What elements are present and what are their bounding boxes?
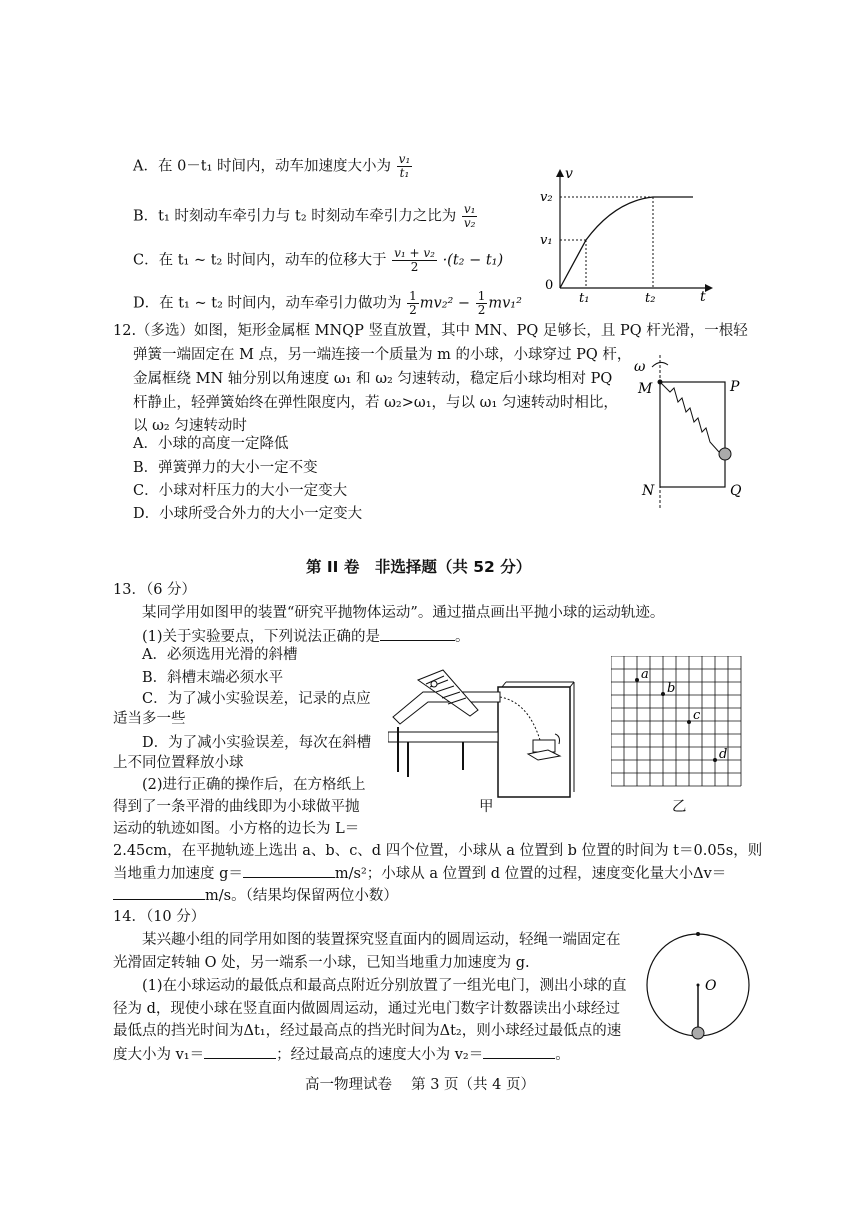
svg-text:ω: ω — [634, 359, 646, 375]
spring — [660, 382, 719, 452]
q13-option-a: A．必须选用光滑的斜槽 — [142, 647, 298, 663]
q11-option-d-text: D．在 t₁ ~ t₂ 时间内，动车牵引力做功为 — [133, 295, 402, 312]
svg-text:t: t — [700, 289, 706, 305]
q13-part2: (2)进行正确的操作后，在方格纸上 — [142, 777, 366, 793]
q12-line: 金属框绕 MN 轴分别以角速度 ω₁ 和 ω₂ 匀速转动，稳定后小球均相对 PQ — [133, 371, 613, 387]
label-jia: 甲 — [479, 799, 494, 815]
svg-text:b: b — [667, 681, 676, 696]
svg-text:M: M — [638, 381, 653, 397]
svg-text:d: d — [719, 747, 728, 762]
q11-option-b-text: B．t₁ 时刻动车牵引力与 t₂ 时刻动车牵引力之比为 — [133, 208, 457, 225]
q14-line: 光滑固定转轴 O 处，另一端系一小球，已知当地重力加速度为 g. — [113, 955, 530, 971]
q12-option-c: C．小球对杆压力的大小一定变大 — [133, 483, 348, 499]
circular-motion-figure — [645, 928, 755, 1043]
metal-frame — [660, 382, 725, 487]
q12-option-b: B．弹簧弹力的大小一定不变 — [133, 460, 318, 476]
q11-option-a-text: A．在 0－t₁ 时间内，动车加速度大小为 — [133, 158, 392, 175]
q13-option-d: 上不同位置释放小球 — [113, 755, 244, 771]
velocity-curve — [560, 197, 693, 288]
q12-line: 弹簧一端固定在 M 点，另一端连接一个质量为 m 的小球，小球穿过 PQ 杆， — [133, 347, 632, 363]
svg-text:v₂: v₂ — [540, 190, 553, 205]
q11-option-b — [133, 203, 478, 230]
q11-option-d: D．在 t₁ ~ t₂ 时间内，动车牵引力做功为 $\frac{1}{2}$ mv₂² − $\frac{1}{2}$ mv₁² — [133, 289, 522, 317]
q13-part2: 得到了一条平滑的曲线即为小球做平抛 — [113, 799, 360, 815]
svg-text:c: c — [693, 708, 701, 723]
catcher — [533, 740, 555, 752]
q13-option-b: B．斜槽末端必须水平 — [142, 670, 284, 686]
svg-text:v: v — [565, 166, 573, 182]
svg-text:0: 0 — [545, 278, 554, 293]
svg-text:N: N — [642, 483, 655, 499]
q13-option-c: C．为了减小实验误差，记录的点应 — [142, 691, 371, 707]
q13-option-c: 适当多一些 — [113, 711, 186, 727]
point-a — [635, 678, 639, 682]
answer-blank — [483, 1044, 555, 1059]
q14-line: 度大小为 v₁＝ ；经过最高点的速度大小为 v₂＝ 。 — [113, 1044, 570, 1065]
grid-trajectory-figure — [611, 656, 751, 796]
arrow-icon — [556, 169, 564, 177]
fraction: $\frac{\text{v₁}}{\text{v₂}}$ — [463, 202, 476, 230]
answer-blank — [113, 885, 205, 900]
q11-option-a — [133, 153, 413, 180]
q14-line: (1)在小球运动的最低点和最高点附近分别放置了一组光电门，测出小球的直 — [142, 978, 627, 994]
q13-head: 13．（6 分） — [113, 582, 197, 598]
q13-part2: m/s。（结果均保留两位小数） — [113, 885, 398, 906]
q12-option-d: D．小球所受合外力的大小一定变大 — [133, 506, 363, 522]
q11-option-c-text: C．在 t₁ ~ t₂ 时间内，动车的位移大于 — [133, 252, 387, 269]
apparatus-figure — [388, 662, 588, 802]
answer-blank — [204, 1044, 276, 1059]
ball — [431, 681, 437, 687]
point-d — [713, 758, 717, 762]
q13-intro: 某同学用如图甲的装置“研究平抛物体运动”。通过描点画出平抛小球的运动轨迹。 — [142, 605, 665, 621]
q13-option-d: D．为了减小实验误差，每次在斜槽 — [142, 735, 372, 751]
answer-blank — [380, 626, 455, 641]
q14-line: 某兴趣小组的同学用如图的装置探究竖直面内的圆周运动，轻绳一端固定在 — [142, 932, 621, 948]
fraction: $\frac{1}{2}$ — [409, 289, 417, 317]
rotating-frame-figure — [630, 355, 750, 515]
fraction: $\frac{\text{v₁}}{\text{t₁}}$ — [398, 152, 411, 180]
svg-text:v₁: v₁ — [540, 233, 553, 248]
ball — [692, 1027, 704, 1039]
q11-option-c-tail: ·(t₂ − t₁) — [442, 252, 504, 269]
q13-part1: (1)关于实验要点，下列说法正确的是 。 — [142, 626, 470, 647]
q13-part2: 当地重力加速度 g＝ m/s²；小球从 a 位置到 d 位置的过程，速度变化量大小Δv＝ — [113, 863, 726, 884]
svg-text:t₂: t₂ — [645, 291, 656, 305]
trajectory — [500, 697, 540, 740]
svg-text:Q: Q — [730, 483, 742, 499]
grid-lines — [611, 656, 741, 786]
page-footer: 高一物理试卷 第 3 页（共 4 页） — [305, 1077, 535, 1093]
ball — [719, 448, 731, 460]
hand-icon — [555, 734, 560, 744]
svg-text:P: P — [730, 379, 740, 395]
svg-text:a: a — [641, 667, 649, 682]
q11-option-c — [133, 247, 503, 274]
top-point — [696, 932, 700, 936]
fraction: $\frac{1}{2}$ — [477, 289, 486, 317]
point-c — [687, 720, 691, 724]
q12-line: 12.（多选）如图，矩形金属框 MNQP 竖直放置，其中 MN、PQ 足够长，且 PQ 杆光滑，一根轻 — [113, 323, 748, 339]
answer-blank — [243, 863, 335, 878]
label-yi: 乙 — [672, 799, 687, 815]
q14-line: 径为 d，现使小球在竖直面内做圆周运动，通过光电门数字计数器读出小球经过 — [113, 1001, 620, 1017]
velocity-time-graph — [535, 165, 720, 305]
q14-line: 最低点的挡光时间为Δt₁，经过最高点的挡光时间为Δt₂，则小球经过最低点的速 — [113, 1023, 622, 1039]
q12-option-a: A．小球的高度一定降低 — [133, 436, 289, 452]
section-title: 第 II 卷 非选择题（共 52 分） — [306, 558, 532, 576]
svg-text:O: O — [705, 978, 717, 994]
q12-line: 以 ω₂ 匀速转动时 — [133, 418, 247, 434]
point-b — [661, 692, 665, 696]
fraction: $\frac{\text{v₁ + v₂}}{2}$ — [394, 246, 435, 274]
q13-part2: 运动的轨迹如图。小方格的边长为 L＝ — [113, 821, 360, 837]
table-shelf — [388, 732, 498, 742]
arrow-icon — [705, 284, 713, 292]
q13-part2: 2.45cm，在平抛轨迹上选出 a、b、c、d 四个位置，小球从 a 位置到 b 位置的时间为 t＝0.05s，则 — [113, 843, 763, 859]
svg-text:t₁: t₁ — [579, 291, 590, 305]
q14-head: 14．（10 分） — [113, 909, 206, 925]
q12-line: 杆静止，轻弹簧始终在弹性限度内，若 ω₂>ω₁，与以 ω₁ 匀速转动时相比， — [133, 395, 618, 411]
